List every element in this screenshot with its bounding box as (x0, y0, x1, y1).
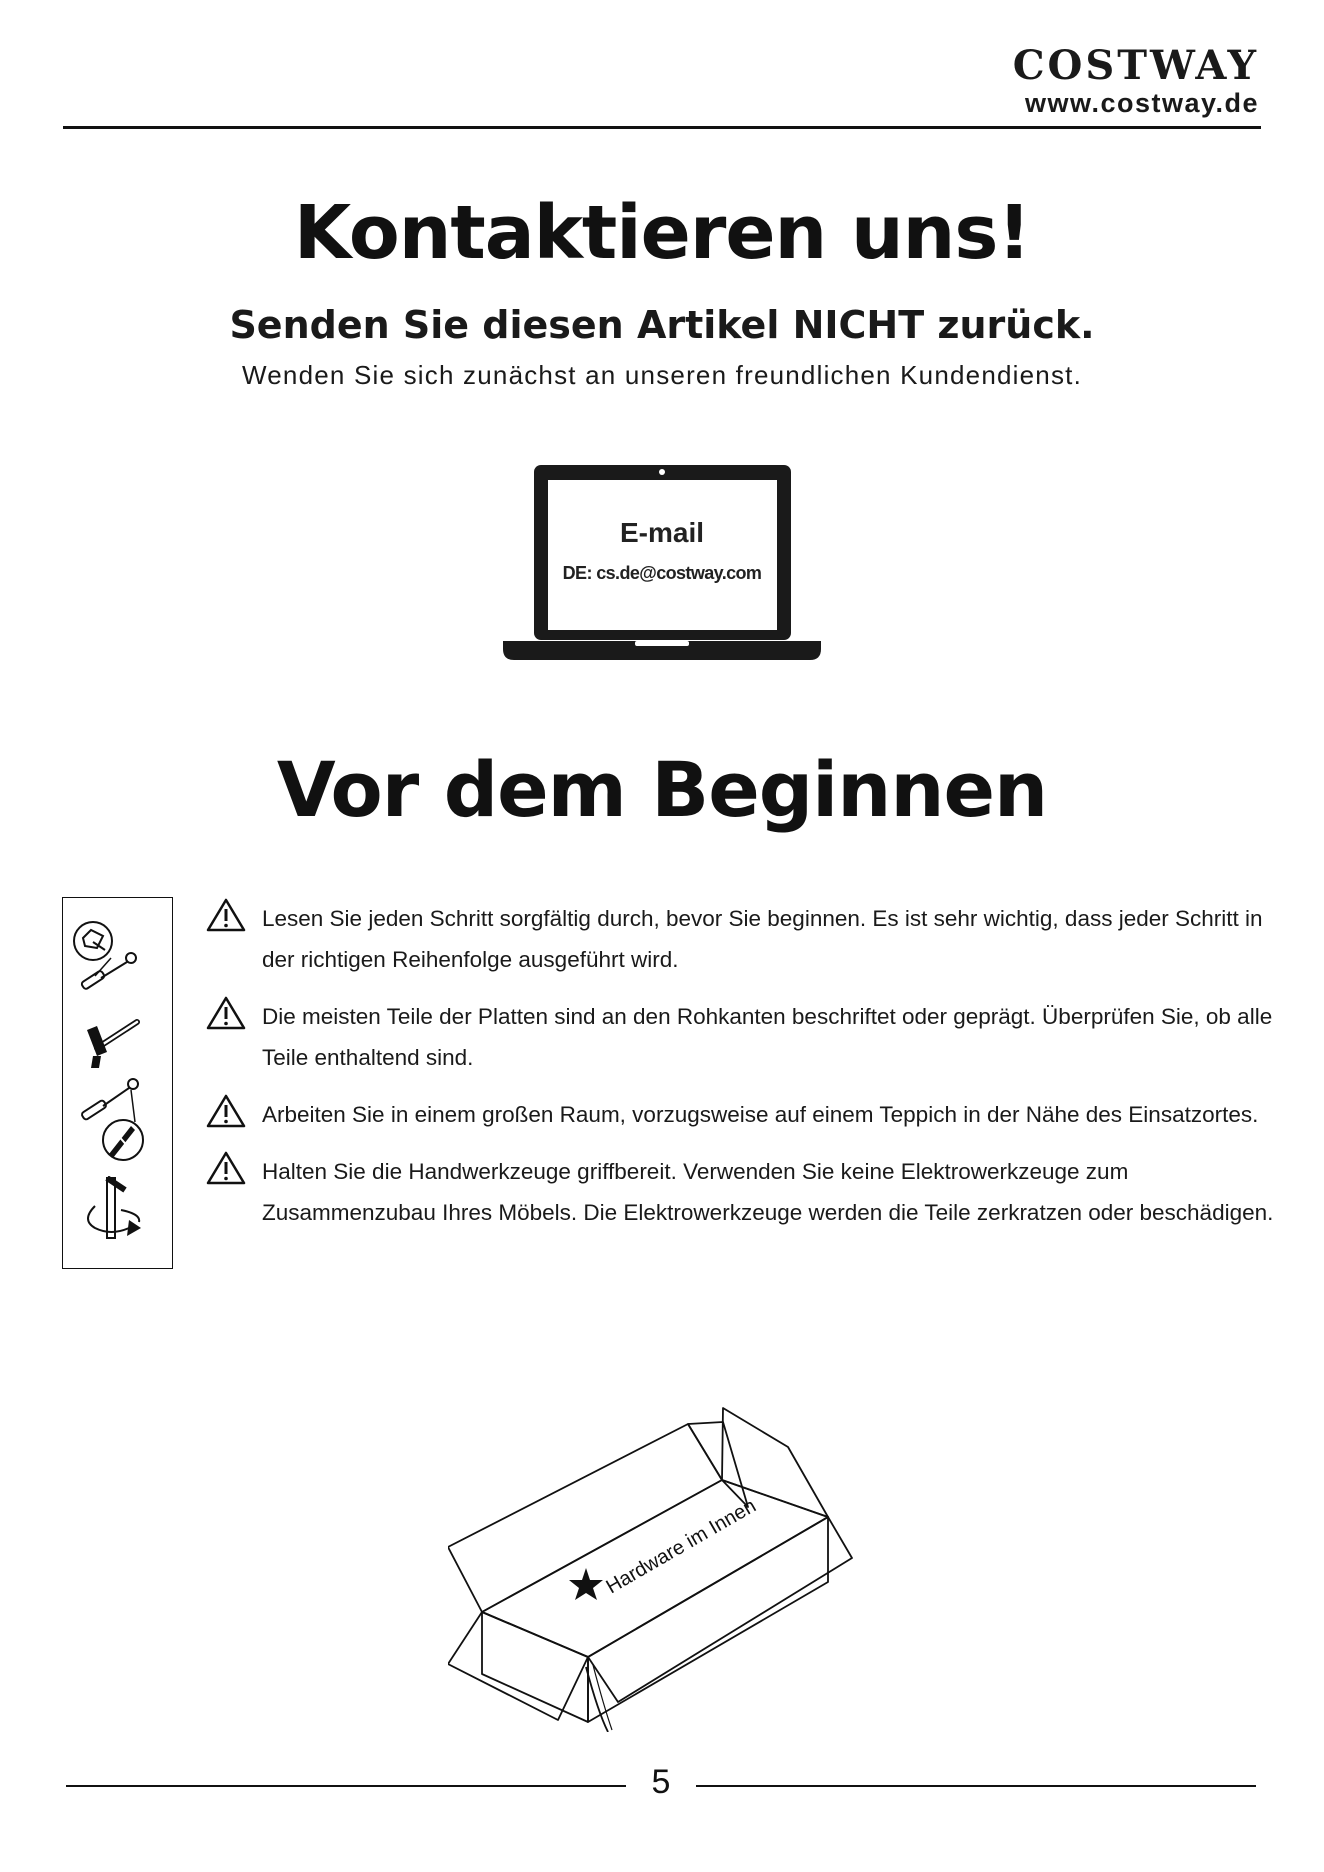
box-illustration (448, 1352, 868, 1732)
warning-icon (206, 1094, 246, 1128)
footer-divider-left (66, 1785, 626, 1787)
laptop-illustration (503, 463, 821, 661)
note-text: Lesen Sie jeden Schritt sorgfältig durch, bevor Sie beginnen. Es ist sehr wichtig, dass jeder Schritt in der richtigen Reihenfolge ausgeführt wird. (262, 906, 1263, 972)
warning-icon (206, 1151, 246, 1185)
star-icon (569, 1568, 603, 1600)
email-address: DE: cs.de@costway.com (562, 563, 762, 583)
note-text: Die meisten Teile der Platten sind an den Rohkanten beschriftet oder geprägt. Überprüfen Sie, ob alle Teile enthaltend sind. (262, 1004, 1273, 1070)
brand-url: www.costway.de (1024, 88, 1259, 118)
header-divider (63, 126, 1261, 129)
contact-subtitle: Senden Sie diesen Artikel NICHT zurück. (229, 303, 1095, 347)
precaution-list (204, 898, 1274, 1249)
warning-icon (206, 996, 246, 1030)
note-text: Halten Sie die Handwerkzeuge griffbereit. Verwenden Sie keine Elektrowerkzeuge zum Zusammenzubau Ihres Möbels. Die Elektrowerkzeuge werden die Teile zerkratzen oder beschädigen. (262, 1159, 1274, 1225)
warning-icon (206, 898, 246, 932)
box-label: Hardware im Innen (602, 1494, 760, 1599)
contact-intro: Wenden Sie sich zunächst an unseren freundlichen Kundendienst. (242, 360, 1082, 390)
brand-block (1012, 42, 1259, 118)
laptop-icon (503, 463, 821, 661)
list-item (204, 898, 1274, 980)
list-item (204, 996, 1274, 1078)
list-item (204, 1094, 1274, 1135)
note-text: Arbeiten Sie in einem großen Raum, vorzugsweise auf einem Teppich in der Nähe des Einsatzortes. (262, 1102, 1259, 1127)
page-number: 5 (651, 1763, 671, 1801)
contact-title: Kontaktieren uns! (293, 190, 1031, 276)
list-item (204, 1151, 1274, 1233)
allen-key-icon (81, 1176, 151, 1256)
before-start-title: Vor dem Beginnen (276, 745, 1048, 834)
footer-divider-right (696, 1785, 1256, 1787)
tools-panel (62, 897, 173, 1269)
phillips-screwdriver-icon (73, 1076, 153, 1166)
hammer-icon (85, 1016, 145, 1071)
brand-logo: COSTWAY (1012, 42, 1259, 89)
email-heading: E-mail (619, 517, 705, 548)
hex-screwdriver-icon (71, 916, 143, 996)
